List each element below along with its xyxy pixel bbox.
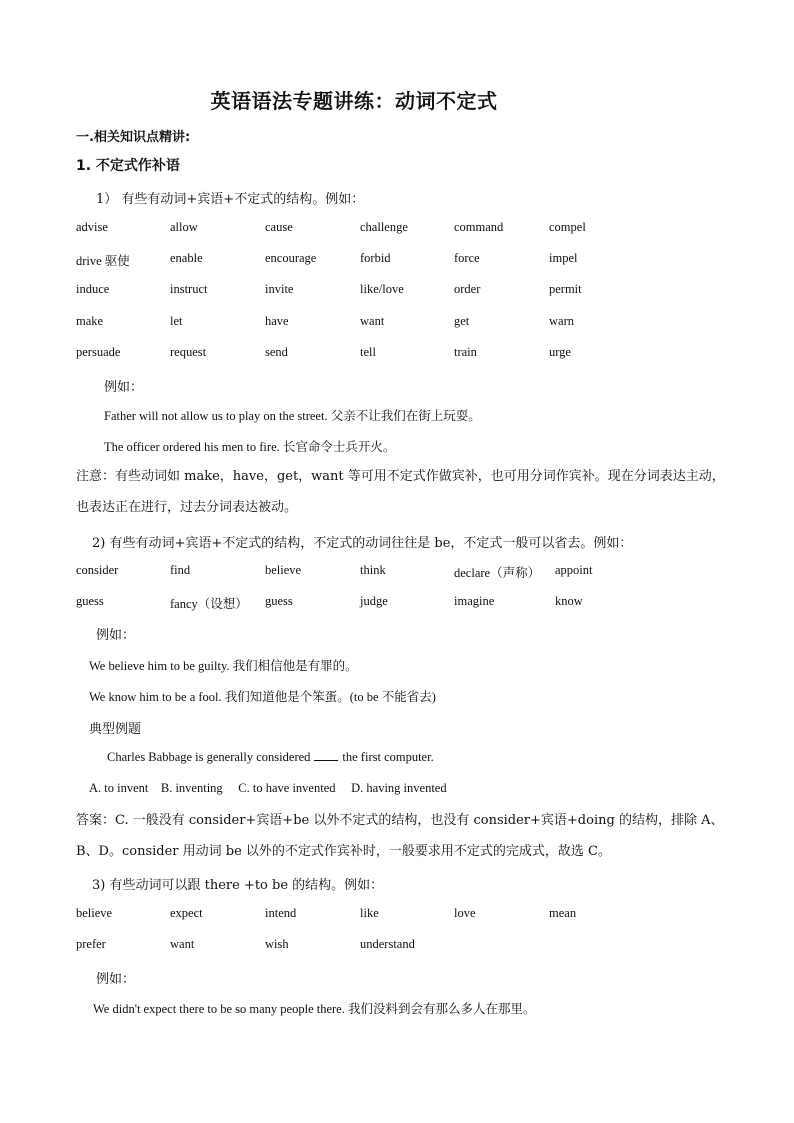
part1-word: persuade bbox=[76, 344, 121, 359]
part2-word: consider bbox=[76, 563, 119, 577]
part3-intro: 3) 有些动词可以跟 there +to be 的结构。例如： bbox=[92, 878, 384, 893]
part2-word: find bbox=[170, 563, 191, 577]
part3-word: believe bbox=[76, 906, 113, 920]
page-title: 英语语法专题讲练：动词不定式 bbox=[210, 89, 498, 113]
part3-word: prefer bbox=[76, 937, 106, 951]
part1-word: make bbox=[76, 313, 104, 328]
part1-word: command bbox=[454, 220, 504, 234]
part1-word: challenge bbox=[360, 220, 408, 234]
part3-word: mean bbox=[549, 906, 577, 920]
part2-question bbox=[107, 749, 434, 765]
part3-word: wish bbox=[265, 937, 289, 951]
part2-word: believe bbox=[265, 563, 302, 577]
part2-example2: We know him to be a fool. 我们知道他是个笨蛋。(to be 不能省去) bbox=[89, 690, 436, 704]
part1-example-label: 例如： bbox=[104, 380, 144, 395]
part1-word: warn bbox=[549, 313, 574, 328]
part1-word: permit bbox=[549, 282, 582, 297]
part1-word: send bbox=[265, 344, 288, 359]
question-text-before: Charles Babbage is generally considered bbox=[107, 750, 311, 764]
part1-example1: Father will not allow us to play on the street. 父亲不让我们在街上玩耍。 bbox=[104, 409, 481, 423]
subheading: 1. 不定式作补语 bbox=[76, 158, 180, 174]
part1-word: induce bbox=[76, 282, 110, 297]
part1-word: let bbox=[170, 313, 183, 328]
part1-word: enable bbox=[170, 251, 203, 266]
part2-word: guess bbox=[265, 594, 293, 608]
part1-word: advise bbox=[76, 220, 108, 234]
part2-word: know bbox=[555, 594, 583, 608]
part3-word: love bbox=[454, 906, 476, 920]
part2-example-label: 例如： bbox=[96, 628, 136, 643]
part1-word: drive 驱使 bbox=[76, 254, 130, 269]
part2-word: think bbox=[360, 563, 386, 577]
part1-intro: 1） 有些有动词+宾语+不定式的结构。例如： bbox=[96, 192, 365, 207]
part2-word: declare（声称） bbox=[454, 566, 541, 580]
part2-options: A. to invent B. inventing C. to have invented D. having invented bbox=[89, 781, 447, 795]
part1-word: have bbox=[265, 313, 289, 328]
part1-word: like/love bbox=[360, 282, 404, 297]
part2-word: appoint bbox=[555, 563, 593, 577]
part1-word: order bbox=[454, 282, 481, 297]
part1-word: instruct bbox=[170, 282, 208, 297]
part2-typical-label: 典型例题 bbox=[89, 722, 142, 737]
part1-word: want bbox=[360, 313, 385, 328]
part1-word: allow bbox=[170, 220, 198, 234]
part1-word: compel bbox=[549, 220, 586, 234]
part1-word: urge bbox=[549, 344, 571, 359]
part3-example1: We didn't expect there to be so many people there. 我们没料到会有那么多人在那里。 bbox=[93, 1002, 536, 1016]
question-text-after: the first computer. bbox=[342, 750, 434, 764]
part2-word: judge bbox=[360, 594, 388, 608]
part2-word: guess bbox=[76, 594, 104, 608]
part2-answer: 答案：C. 一般没有 consider+宾语+be 以外不定式的结构，也没有 consider+宾语+doing 的结构，排除 A、B、D。consider 用动词 be 以外的不定式作宾补时，一般要求用不定式的完成式，故选 C。 bbox=[76, 813, 724, 859]
part1-word: impel bbox=[549, 251, 578, 266]
part1-word: train bbox=[454, 344, 477, 359]
part2-word: imagine bbox=[454, 594, 495, 608]
part2-example1: We believe him to be guilty. 我们相信他是有罪的。 bbox=[89, 659, 358, 673]
part3-word: expect bbox=[170, 906, 203, 920]
part1-word: force bbox=[454, 251, 480, 266]
part1-word: tell bbox=[360, 344, 376, 359]
part2-word: fancy（设想） bbox=[170, 597, 248, 611]
section-heading: 一.相关知识点精讲: bbox=[76, 130, 191, 145]
part3-word: like bbox=[360, 906, 379, 920]
part2-intro: 2) 有些有动词+宾语+不定式的结构，不定式的动词往往是 be，不定式一般可以省去。例如： bbox=[92, 536, 633, 551]
part3-example-label: 例如： bbox=[96, 972, 136, 987]
answer-blank bbox=[314, 749, 338, 761]
part1-word: request bbox=[170, 344, 207, 359]
part1-word: cause bbox=[265, 220, 293, 234]
part1-word: get bbox=[454, 313, 470, 328]
part3-word: want bbox=[170, 937, 195, 951]
part1-note: 注意：有些动词如 make，have，get，want 等可用不定式作做宾补，也可用分词作宾补。现在分词表达主动，也表达正在进行，过去分词表达被动。 bbox=[76, 469, 725, 515]
part1-example2: The officer ordered his men to fire. 长官命令士兵开火。 bbox=[104, 440, 396, 454]
part3-word: understand bbox=[360, 937, 415, 951]
part1-word: forbid bbox=[360, 251, 391, 266]
part1-word: encourage bbox=[265, 251, 317, 266]
part3-word: intend bbox=[265, 906, 297, 920]
part1-word: invite bbox=[265, 282, 294, 297]
